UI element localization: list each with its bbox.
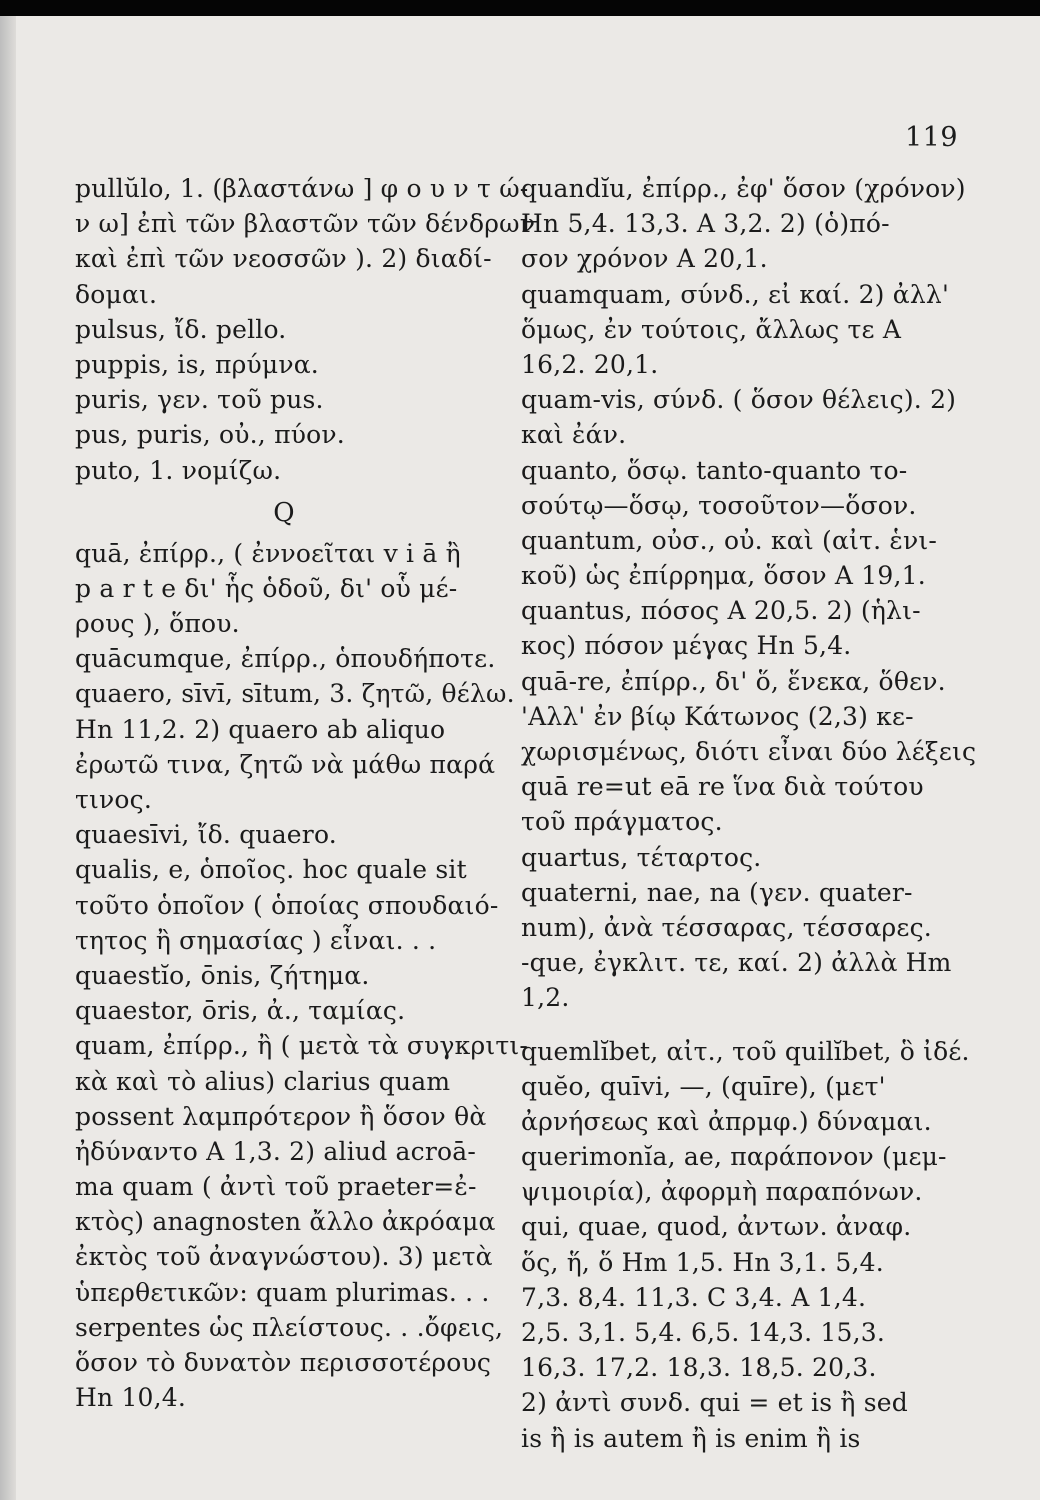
dictionary-line: quandĭu, ἐπίρρ., ἐφ' ὅσον (χρόνον) [521, 174, 966, 203]
dictionary-line: quĕo, quīvi, —, (quīre), (μετ' [521, 1071, 886, 1101]
dictionary-line: pullŭlo, 1. (βλαστάνω ] φ ο υ ν τ ώ- [75, 174, 529, 203]
dictionary-line: quaero, sīvī, sītum, 3. ζητῶ, θέλω. [75, 679, 515, 709]
dictionary-line: quantum, οὐσ., οὐ. καὶ (αἰτ. ἑνι- [521, 525, 938, 555]
page-number: 119 [905, 122, 959, 153]
dictionary-line: pus, puris, οὐ., πύον. [75, 420, 345, 450]
dictionary-line: 1,2. [521, 983, 570, 1013]
dictionary-line: quanto, ὅσῳ. tanto-quanto το- [521, 455, 908, 485]
dictionary-line: ὅμως, ἐν τούτοις, ἄλλως τε A [521, 314, 902, 344]
dictionary-line: is ἢ is autem ἢ is enim ἢ is [521, 1423, 861, 1453]
dictionary-line: quaestor, ōris, ἀ., ταμίας. [75, 996, 406, 1026]
dictionary-line: Hn 11,2. 2) quaero ab aliquo [75, 714, 446, 744]
dictionary-line: quaesīvi, ἴδ. quaero. [75, 820, 337, 850]
dictionary-line: puris, γεν. τοῦ pus. [75, 385, 324, 415]
dictionary-line: quā-re, ἐπίρρ., δι' ὅ, ἕνεκα, ὅθεν. [521, 666, 946, 696]
dictionary-line: puto, 1. νομίζω. [75, 455, 282, 485]
dictionary-line: ὅς, ἥ, ὅ Hm 1,5. Hn 3,1. 5,4. [521, 1247, 884, 1277]
dictionary-line: τοῦ πράγματος. [521, 807, 723, 837]
dictionary-line: ψιμοιρία), ἀφορμὴ παραπόνων. [521, 1177, 923, 1207]
dictionary-line: 16,3. 17,2. 18,3. 18,5. 20,3. [521, 1353, 877, 1383]
dictionary-line: num), ἀνὰ τέσσαρας, τέσσαρες. [521, 912, 932, 942]
dictionary-line: serpentes ὡς πλείστους. . .ὄφεις, [75, 1312, 504, 1342]
section-letter: Q [273, 497, 295, 528]
dictionary-line: quemlĭbet, αἰτ., τοῦ quilĭbet, ὃ ἰδέ. [521, 1036, 970, 1066]
dictionary-line: quā re=ut eā re ἵνα διὰ τούτου [521, 772, 924, 802]
dictionary-line: ν ω] ἐπὶ τῶν βλαστῶν τῶν δένδρων [75, 209, 536, 239]
dictionary-line: ἐρωτῶ τινα, ζητῶ νὰ μάθω παρά [75, 749, 496, 779]
dictionary-line: quācumque, ἐπίρρ., ὁπουδήποτε. [75, 644, 496, 674]
dictionary-line: δομαι. [75, 279, 158, 309]
dictionary-line: ρους ), ὅπου. [75, 609, 240, 639]
dictionary-line: -que, ἐγκλιτ. τε, καί. 2) ἀλλὰ Hm [521, 948, 952, 978]
dictionary-line: Hn 5,4. 13,3. A 3,2. 2) (ὁ)πό- [521, 209, 890, 239]
dictionary-line: quaestĭo, ōnis, ζήτημα. [75, 960, 370, 990]
dictionary-line: puppis, is, πρύμνα. [75, 349, 319, 379]
dictionary-line: κοῦ) ὡς ἐπίρρημα, ὅσον A 19,1. [521, 561, 926, 591]
dictionary-line: σον χρόνον A 20,1. [521, 244, 768, 274]
dictionary-line: quantus, πόσος A 20,5. 2) (ἡλι- [521, 596, 921, 626]
scan-left-edge [0, 16, 16, 1500]
dictionary-line: καὶ ἐπὶ τῶν νεοσσῶν ). 2) διαδί- [75, 244, 492, 274]
dictionary-line: ὅσον τὸ δυνατὸν περισσοτέρους [75, 1348, 492, 1377]
right-column [521, 171, 977, 1456]
dictionary-line: κτὸς) anagnosten ἄλλο ἀκρόαμα [75, 1207, 496, 1237]
dictionary-line: querimonĭa, ae, παράπονον (μεμ- [521, 1142, 947, 1172]
dictionary-line: qualis, e, ὁποῖος. hoc quale sit [75, 855, 467, 885]
dictionary-line: 2) ἀντὶ συνδ. qui = et is ἢ sed [521, 1388, 908, 1418]
dictionary-line: χωρισμένως, διότι εἶναι δύο λέξεις [521, 737, 977, 766]
dictionary-line: ἀρνήσεως καὶ ἀπρμφ.) δύναμαι. [521, 1106, 932, 1136]
dictionary-line: quam, ἐπίρρ., ἢ ( μετὰ τὰ συγκριτι- [75, 1031, 529, 1061]
scan-top-border [0, 0, 1040, 16]
dictionary-line: τινος. [75, 785, 153, 814]
dictionary-line: τητος ἢ σημασίας ) εἶναι. . . [75, 925, 437, 955]
dictionary-line: ἠδύναντο A 1,3. 2) aliud acroā- [75, 1136, 476, 1166]
dictionary-line: 'Αλλ' ἐν βίῳ Κάτωνος (2,3) κε- [521, 701, 914, 731]
dictionary-line: τοῦτο ὁποῖον ( ὁποίας σπουδαιό- [75, 890, 499, 920]
dictionary-line: pulsus, ἴδ. pello. [75, 314, 287, 344]
dictionary-line: quam-vis, σύνδ. ( ὅσον θέλεις). 2) [521, 385, 957, 415]
dictionary-line: 2,5. 3,1. 5,4. 6,5. 14,3. 15,3. [521, 1318, 885, 1347]
line-gap [521, 1016, 935, 1034]
dictionary-line: Hn 10,4. [75, 1383, 187, 1413]
dictionary-line: quaterni, nae, na (γεν. quater- [521, 877, 913, 907]
dictionary-line: κὰ καὶ τὸ alius) clarius quam [75, 1066, 451, 1096]
dictionary-line: quartus, τέταρτος. [521, 842, 762, 872]
dictionary-line: ma quam ( ἀντὶ τοῦ praeter=ἐ- [75, 1172, 477, 1202]
dictionary-line: ἐκτὸς τοῦ ἀναγνώστου). 3) μετὰ [75, 1242, 493, 1272]
dictionary-line: καὶ ἐάν. [521, 420, 627, 450]
dictionary-line: σούτῳ—ὅσῳ, τοσοῦτον—ὅσον. [521, 490, 917, 520]
dictionary-line: possent λαμπρότερον ἢ ὅσον θὰ [75, 1101, 487, 1131]
dictionary-line: ὑπερθετικῶν: quam plurimas. . . [75, 1277, 490, 1307]
dictionary-line: qui, quae, quod, ἀντων. ἀναφ. [521, 1212, 912, 1242]
left-column [75, 171, 536, 1415]
dictionary-line: κος) πόσον μέγας Hn 5,4. [521, 631, 852, 661]
dictionary-line: p a r t e δι' ἧς ὁδοῦ, δι' οὗ μέ- [75, 573, 458, 603]
dictionary-line: quā, ἐπίρρ., ( ἐννοεῖται v i ā ἢ [75, 538, 461, 568]
dictionary-line: 16,2. 20,1. [521, 349, 659, 379]
dictionary-line: 7,3. 8,4. 11,3. C 3,4. A 1,4. [521, 1282, 867, 1312]
dictionary-line: quamquam, σύνδ., εἰ καί. 2) ἀλλ' [521, 279, 950, 309]
